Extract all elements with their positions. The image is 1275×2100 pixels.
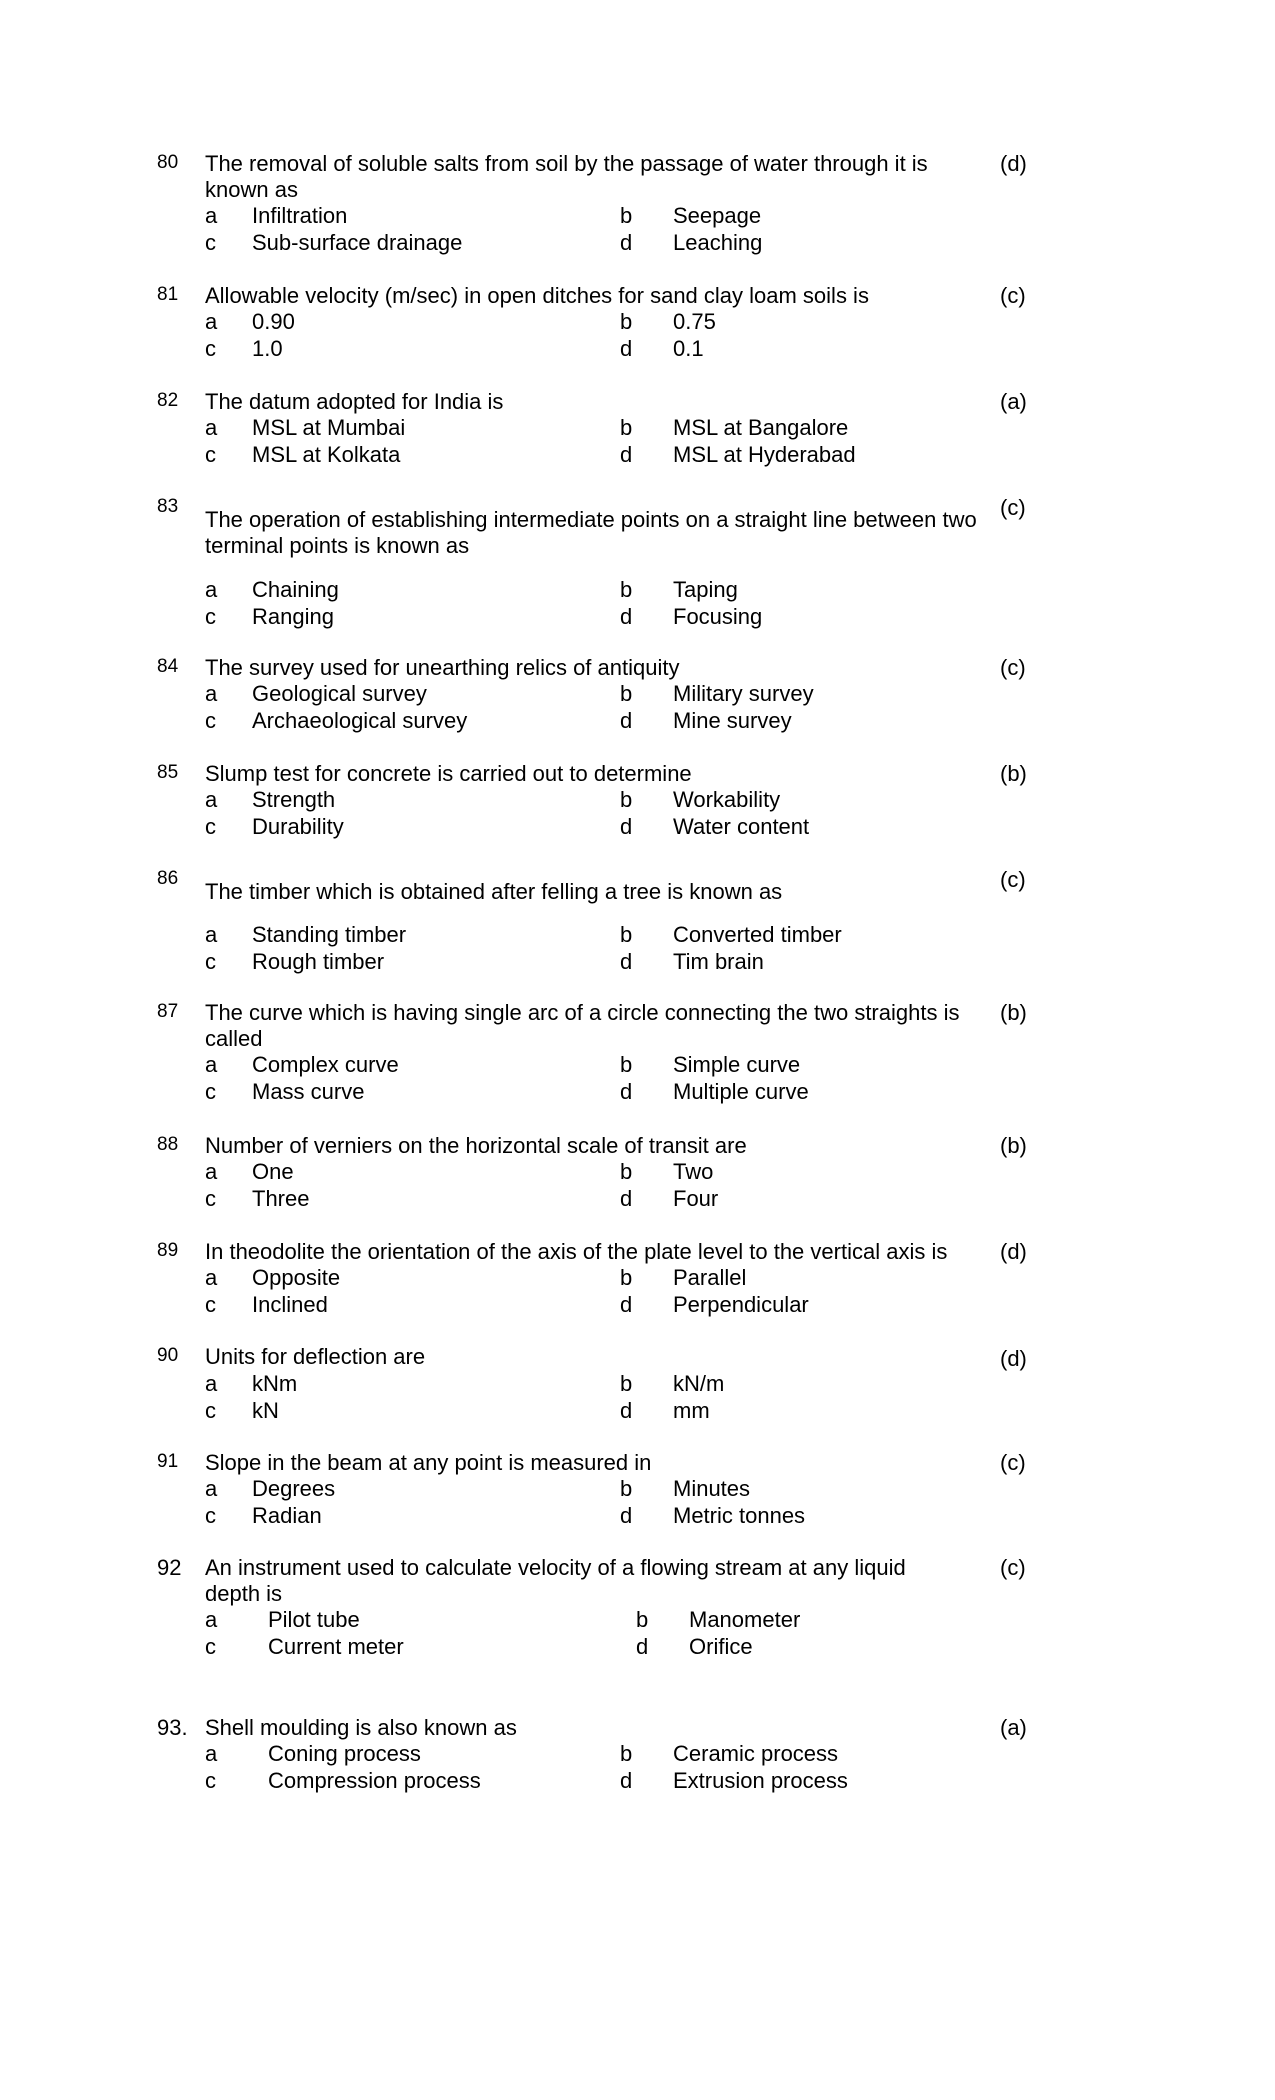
option-letter: b: [620, 577, 633, 602]
option-text: MSL at Kolkata: [252, 442, 401, 467]
option-text: Opposite: [252, 1265, 341, 1290]
answer-key: (d): [1000, 1239, 1027, 1264]
option-letter: a: [205, 1052, 218, 1077]
option-text: Minutes: [673, 1476, 751, 1501]
question-stem: Slope in the beam at any point is measured in: [205, 1450, 652, 1475]
question-stem: The survey used for unearthing relics of antiquity: [205, 655, 680, 680]
option-text: Rough timber: [252, 949, 385, 974]
option-text: Two: [673, 1159, 714, 1184]
option-text: Extrusion process: [673, 1768, 848, 1793]
option-text: Mine survey: [673, 708, 792, 733]
option-text: Manometer: [689, 1607, 801, 1632]
option-letter: b: [620, 787, 633, 812]
question-number: 90: [157, 1345, 179, 1366]
option-text: Inclined: [252, 1292, 328, 1317]
option-text: Chaining: [252, 577, 339, 602]
option-text: kNm: [252, 1371, 298, 1396]
option-letter: d: [620, 1292, 633, 1317]
option-text: One: [252, 1159, 294, 1184]
option-text: Taping: [673, 577, 738, 602]
option-text: mm: [673, 1398, 710, 1423]
option-letter: a: [205, 577, 218, 602]
option-text: 1.0: [252, 336, 283, 361]
question-number: 82: [157, 390, 179, 411]
option-text: Leaching: [673, 230, 763, 255]
option-text: Degrees: [252, 1476, 336, 1501]
question-number: 83: [157, 496, 179, 517]
option-letter: c: [205, 1503, 216, 1528]
question-number: 93.: [157, 1715, 188, 1740]
option-letter: d: [620, 1503, 633, 1528]
option-text: Geological survey: [252, 681, 427, 706]
option-letter: d: [620, 1079, 633, 1104]
option-letter: d: [620, 1186, 633, 1211]
question-stem: The datum adopted for India is: [205, 389, 504, 414]
question-stem: Number of verniers on the horizontal scale of transit are: [205, 1133, 747, 1158]
option-letter: a: [205, 787, 218, 812]
option-text: Complex curve: [252, 1052, 399, 1077]
option-text: 0.90: [252, 309, 295, 334]
option-letter: b: [620, 681, 633, 706]
question-number: 92: [157, 1555, 182, 1580]
option-letter: a: [205, 309, 218, 334]
question-stem: Shell moulding is also known as: [205, 1715, 517, 1740]
option-letter: d: [620, 949, 633, 974]
option-text: Military survey: [673, 681, 814, 706]
option-letter: a: [205, 1265, 218, 1290]
question-stem: Allowable velocity (m/sec) in open ditches for sand clay loam soils is: [205, 283, 869, 308]
question-number: 91: [157, 1451, 179, 1472]
option-letter: c: [205, 1079, 216, 1104]
option-text: 0.75: [673, 309, 716, 334]
option-letter: c: [205, 949, 216, 974]
answer-key: (c): [1000, 1450, 1026, 1475]
option-letter: b: [620, 203, 633, 228]
option-text: 0.1: [673, 336, 704, 361]
option-letter: b: [620, 309, 633, 334]
answer-key: (d): [1000, 1346, 1027, 1371]
option-text: MSL at Mumbai: [252, 415, 406, 440]
option-letter: b: [620, 1052, 633, 1077]
option-letter: d: [620, 336, 633, 361]
option-letter: c: [205, 604, 216, 629]
option-text: Workability: [673, 787, 781, 812]
option-text: Ceramic process: [673, 1741, 839, 1766]
option-letter: a: [205, 681, 218, 706]
option-letter: d: [620, 814, 633, 839]
question-stem: Units for deflection are: [205, 1344, 426, 1369]
option-letter: c: [205, 1292, 216, 1317]
option-letter: a: [205, 1476, 218, 1501]
option-letter: b: [636, 1607, 649, 1632]
question-stem: In theodolite the orientation of the axis of the plate level to the vertical axis is: [205, 1239, 948, 1264]
option-letter: c: [205, 1768, 216, 1793]
answer-key: (c): [1000, 495, 1026, 520]
option-letter: b: [620, 1476, 633, 1501]
option-letter: c: [205, 1398, 216, 1423]
option-letter: d: [620, 1768, 633, 1793]
option-text: Tim brain: [673, 949, 764, 974]
option-text: Sub-surface drainage: [252, 230, 463, 255]
question-number: 88: [157, 1134, 179, 1155]
question-number: 86: [157, 868, 179, 889]
answer-key: (c): [1000, 867, 1026, 892]
option-letter: a: [205, 1741, 218, 1766]
option-letter: b: [620, 415, 633, 440]
option-letter: c: [205, 1634, 216, 1659]
option-letter: b: [620, 1159, 633, 1184]
question-number: 84: [157, 656, 179, 677]
option-text: Coning process: [268, 1741, 421, 1766]
answer-key: (c): [1000, 1555, 1026, 1580]
option-letter: a: [205, 1159, 218, 1184]
answer-key: (b): [1000, 761, 1027, 786]
answer-key: (a): [1000, 389, 1027, 414]
question-stem: The operation of establishing intermediate points on a straight line between two terminal points is known as: [205, 507, 977, 558]
option-text: Current meter: [268, 1634, 404, 1659]
option-text: MSL at Bangalore: [673, 415, 849, 440]
option-text: Four: [673, 1186, 719, 1211]
answer-key: (a): [1000, 1715, 1027, 1740]
option-text: Focusing: [673, 604, 763, 629]
answer-key: (b): [1000, 1000, 1027, 1025]
option-text: Parallel: [673, 1265, 747, 1290]
option-text: kN: [252, 1398, 279, 1423]
option-letter: c: [205, 1186, 216, 1211]
question-stem: An instrument used to calculate velocity of a flowing stream at any liquid depth is: [205, 1555, 906, 1606]
option-text: MSL at Hyderabad: [673, 442, 856, 467]
option-letter: d: [620, 230, 633, 255]
question-number: 80: [157, 152, 179, 173]
option-letter: b: [620, 922, 633, 947]
option-text: Simple curve: [673, 1052, 801, 1077]
option-letter: d: [620, 604, 633, 629]
option-text: Standing timber: [252, 922, 407, 947]
question-stem: The timber which is obtained after felling a tree is known as: [205, 879, 783, 904]
option-text: Infiltration: [252, 203, 348, 228]
option-letter: d: [620, 1398, 633, 1423]
option-letter: a: [205, 922, 218, 947]
option-text: Water content: [673, 814, 810, 839]
option-text: Ranging: [252, 604, 334, 629]
option-text: Perpendicular: [673, 1292, 809, 1317]
option-letter: d: [636, 1634, 649, 1659]
question-stem: The curve which is having single arc of a circle connecting the two straights is called: [205, 1000, 960, 1051]
option-letter: c: [205, 708, 216, 733]
option-letter: c: [205, 336, 216, 361]
option-letter: b: [620, 1265, 633, 1290]
option-text: Archaeological survey: [252, 708, 468, 733]
answer-key: (c): [1000, 655, 1026, 680]
option-letter: c: [205, 814, 216, 839]
option-text: Three: [252, 1186, 310, 1211]
option-text: Radian: [252, 1503, 322, 1528]
question-number: 87: [157, 1001, 179, 1022]
question-stem: The removal of soluble salts from soil by the passage of water through it is known as: [205, 151, 928, 202]
option-letter: a: [205, 415, 218, 440]
answer-key: (d): [1000, 151, 1027, 176]
option-letter: a: [205, 1607, 218, 1632]
answer-key: (b): [1000, 1133, 1027, 1158]
option-text: Seepage: [673, 203, 762, 228]
option-letter: c: [205, 230, 216, 255]
option-text: Durability: [252, 814, 344, 839]
option-text: Compression process: [268, 1768, 481, 1793]
option-text: Orifice: [689, 1634, 753, 1659]
question-number: 85: [157, 762, 179, 783]
option-text: Strength: [252, 787, 336, 812]
option-letter: a: [205, 1371, 218, 1396]
question-stem: Slump test for concrete is carried out to determine: [205, 761, 692, 786]
option-letter: b: [620, 1741, 633, 1766]
option-letter: c: [205, 442, 216, 467]
question-number: 89: [157, 1240, 179, 1261]
option-text: Pilot tube: [268, 1607, 360, 1632]
answer-key: (c): [1000, 283, 1026, 308]
option-letter: d: [620, 442, 633, 467]
option-text: Converted timber: [673, 922, 842, 947]
option-letter: a: [205, 203, 218, 228]
option-letter: d: [620, 708, 633, 733]
option-text: kN/m: [673, 1371, 725, 1396]
option-text: Multiple curve: [673, 1079, 809, 1104]
question-number: 81: [157, 284, 179, 305]
option-letter: b: [620, 1371, 633, 1396]
option-text: Mass curve: [252, 1079, 365, 1104]
option-text: Metric tonnes: [673, 1503, 806, 1528]
